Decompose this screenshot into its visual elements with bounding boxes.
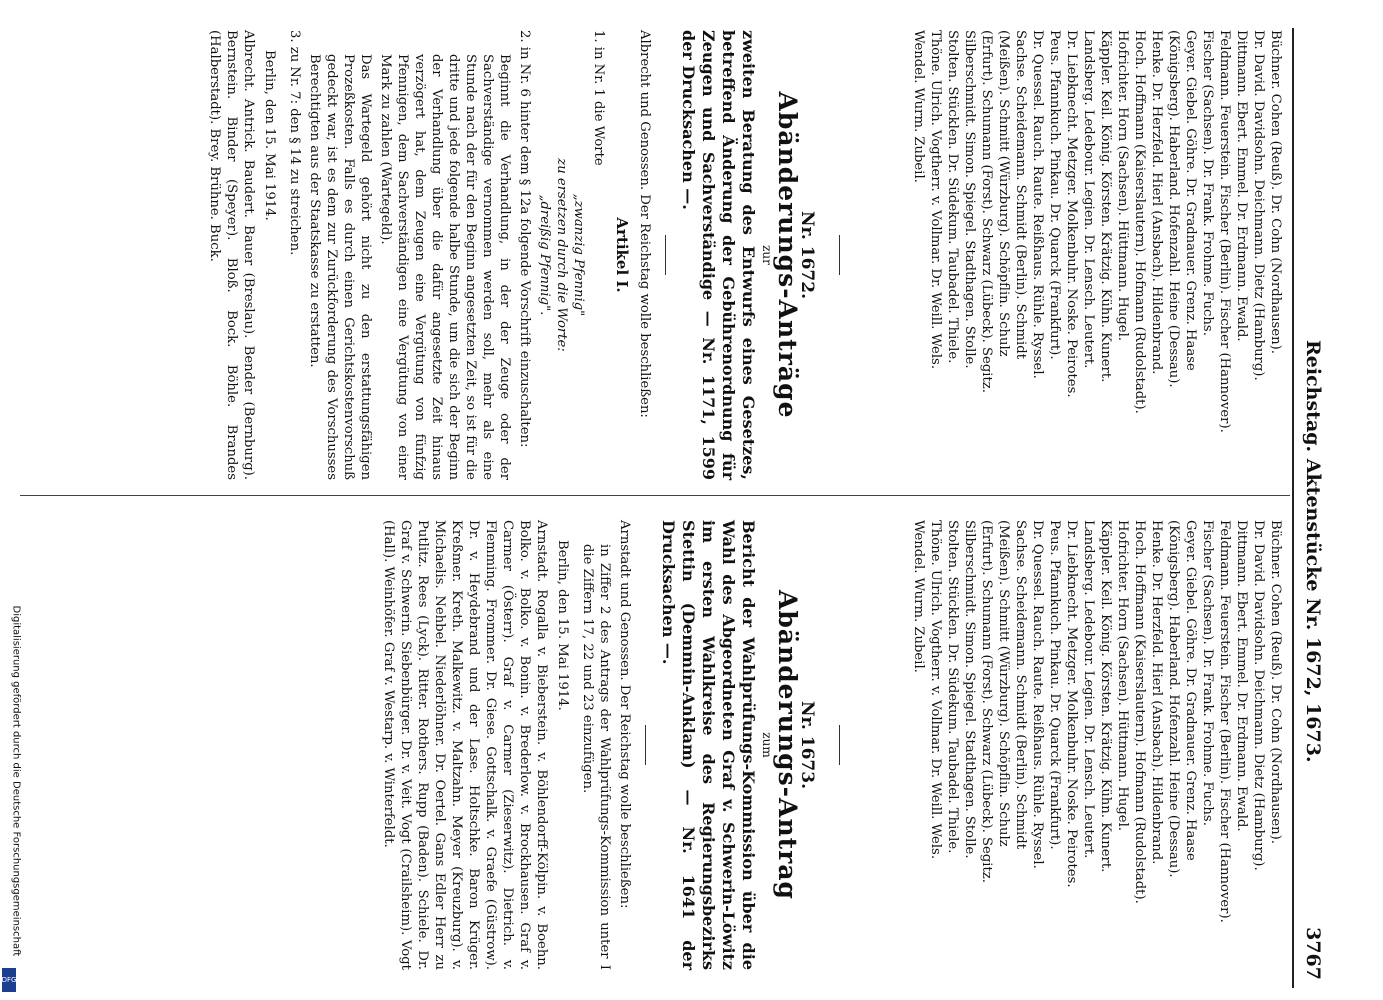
date-line: Berlin, den 15. Mai 1914. [555,540,570,711]
column-divider [20,495,1290,496]
names-line: Käppler. Keil. König. Körsten. Krätzig. Kühn. Kunert. [1098,520,1113,873]
signatures: Arnstadt. Rogalla v. Bieberstein. v. Böhlendorff-Kölpin. v. Boehn. Bolko. v. Bolko. v. Bonin. v. Brederlow. v. Brockhausen. Graf v. Carmer (Österr). Graf v. Carmer (Zieserwitz). Dietrich. v. Flemming. Frommer. Dr. Giese. Gottschalk. v. Graefe (Güstrow). Dr. v. Heydebrand und der Lase. Holtschke. Baron Krüger. Kreßmer. Kreth. Malkewitz. v. Maltzahn. Meyer (Kreuzburg). v. Michaelis. Nehbel. Niederlöhner. Dr. Oertel. Gans Edler Herr zu Putlitz. Rees (Lyck). Ritter. Rothers. Rupp (Baden). Schiele. Dr. Graf v. Schwerin. Siebenbürger. Dr. v. Veit. Vogt (Crailsheim). Vogt (Hall). Weinhöfer. Graf v. Westarp. v. Winterfeldt. [381,520,549,970]
item-2-paragraph-2: Das Wartegeld gehört nicht zu den erstattungsfähigen Prozeßkosten. Falls es durch einen Gerichtskostenvorschuß gedeckt war, ist es dem zur Zurückforderung des Vorschusses Berechtigten aus der Staatskasse zu erstatten. [307,54,373,480]
names-line: (Meißen). Schmitt (Würzburg). Schöpflin. Schulz [996,30,1011,357]
names-line: Silberschmidt. Simon. Spiegel. Stadthagen. Stolle. [962,520,977,859]
names-line: Thöne. Ulrich. Vogtherr. v. Vollmar. Dr. Weill. Wels. [928,520,943,860]
names-list-right [852,520,1284,970]
names-line: Wendel. Wurm. Zubeil. [911,30,926,183]
names-line: Peus. Pfannkuch. Pinkau. Dr. Quarck (Frankfurt). [1047,520,1062,850]
motion-body: in Ziffer 2 des Antrags der Wahlprüfungs-Kommission unter I die Ziffern 17, 22 und 23 einzufügen. [580,544,612,970]
names-line: Landsberg. Ledebour. Legien. Dr. Lensch. Leutert. [1081,30,1096,369]
dfg-logo: DFG [2,968,16,992]
names-line: Hoch. Hoffmann (Kaiserslautern). Hofmann (Rudolstadt). [1132,520,1147,904]
running-title: Reichstag. Aktenstücke Nr. 1672, 1673. [1302,340,1324,763]
names-line: Dr. Quessel. Rauch. Raute. Reißhaus. Rühle. Ryssel. [1030,520,1045,869]
signatures: Albrecht. Antrick. Baudert. Bauer (Breslau). Bender (Bernburg). Bernstein. Binder (Speyer). Bloß. Bock. Böhle. Brandes (Halberstadt). Brey. Brühne. Buck. [207,30,256,480]
names-line: Dr. Quessel. Rauch. Raute. Reißhaus. Rühle. Ryssel. [1030,30,1045,379]
section-title: Abänderungs-Antrag [773,589,802,901]
names-line: (Meißen). Schmitt (Würzburg). Schöpflin. Schulz [996,520,1011,847]
page-header [1298,0,1324,1000]
section-number: Nr. 1672. [797,210,817,299]
names-line: Hofrichter. Horn (Sachsen). Hüttmann. Hugel. [1115,520,1130,831]
names-line: Sachse. Scheidemann. Schmidt (Berlin). Schmidt [1013,520,1028,849]
item-1: 1. in Nr. 1 die Worte [591,30,606,166]
names-line: Stolten. Stücklen. Dr. Südekum. Taubadel. Thiele. [945,520,960,854]
names-line: Hofrichter. Horn (Sachsen). Hüttmann. Hugel. [1115,30,1130,341]
page-number: 3767 [1302,927,1324,980]
section-title: Abänderungs-Anträge [773,91,802,419]
left-column [206,30,1284,480]
names-line: Büchner. Cohen (Reuß). Dr. Cohn (Nordhausen). [1268,520,1283,844]
names-line: Henke. Dr. Herzfeld. Hierl (Ansbach). Hildenbrand. [1149,520,1164,865]
item-1-old-words: „zwanzig Pfennig" [571,193,586,317]
rotated-page [10,0,1330,1000]
funding-note [6,605,22,990]
date-line: Berlin, den 15. Mai 1914. [262,50,277,221]
names-line: Dr. Liebknecht. Metzger. Molkenbuhr. Noske. Peirotes. [1064,520,1079,888]
names-line: (Königsberg). Haberland. Hofenzahl. Heine (Dessau). [1166,30,1181,388]
names-line: Dr. Liebknecht. Metzger. Molkenbuhr. Noske. Peirotes. [1064,30,1079,398]
names-line: Fischer (Sachsen). Dr. Frank. Frohme. Fuchs. [1200,30,1215,336]
names-line: Hoch. Hoffmann (Kaiserslautern). Hofmann (Rudolstadt). [1132,30,1147,414]
names-line: (Königsberg). Haberland. Hofenzahl. Heine (Dessau). [1166,520,1181,878]
names-line: Feldmann. Feuerstein. Fischer (Berlin). Fischer (Hannover). [1217,520,1232,923]
section-rule [839,725,840,765]
names-line: Henke. Dr. Herzfeld. Hierl (Ansbach). Hildenbrand. [1149,30,1164,375]
artikel-heading: Artikel I. [613,217,631,293]
item-3: 3. zu Nr. 7: den § 14 zu streichen. [287,30,302,256]
names-line: Peus. Pfannkuch. Pinkau. Dr. Quarck (Frankfurt). [1047,30,1062,360]
names-line: Dr. David. Davidsohn. Deichmann. Dietz (Hamburg). [1251,30,1266,381]
names-list-left [852,30,1284,480]
funding-note-text: Digitalisierung gefördert durch die Deutsche Forschungsgemeinschaft [10,605,22,957]
names-line: Käppler. Keil. König. Körsten. Krätzig. Kühn. Kunert. [1098,30,1113,383]
motion-text: Arnstadt und Genossen. Der Reichstag wolle beschließen: [617,520,632,909]
section-subject: Bericht der Wahlprüfungs-Kommission über die Wahl des Abgeordneten Graf v. Schwerin-Löwitz im ersten Wahlkreise des Regierungsbezirks Stettin (Demmin-Anklam) — Nr. 1641 der Drucksachen —. [659,520,758,970]
names-line: Büchner. Cohen (Reuß). Dr. Cohn (Nordhausen). [1268,30,1283,354]
names-line: Sachse. Scheidemann. Schmidt (Berlin). Schmidt [1013,30,1028,359]
names-line: Wendel. Wurm. Zubeil. [911,520,926,673]
names-line: Dittmann. Ebert. Emmel. Dr. Erdmann. Ewald. [1234,30,1249,342]
names-line: Dr. David. Davidsohn. Deichmann. Dietz (Hamburg). [1251,520,1266,871]
names-line: Thöne. Ulrich. Vogtherr. v. Vollmar. Dr. Weill. Wels. [928,30,943,370]
names-line: Feldmann. Feuerstein. Fischer (Berlin). Fischer (Hannover). [1217,30,1232,433]
names-line: (Erfurt). Schumann (Forst). Schwarz (Lübeck). Segitz. [979,520,994,883]
section-rule [645,725,646,765]
section-zum: zum [760,732,774,758]
names-line: Stolten. Stücklen. Dr. Südekum. Taubadel. Thiele. [945,30,960,364]
section-zur: zur [760,245,774,265]
item-2-paragraph-1: Beginnt die Verhandlung, in der der Zeuge oder der Sachverständige vernommen werden soll, mehr als eine Stunde nach der für den Beginn angesetzten Zeit, so ist für die dritte und jede folgende halbe Stunde, um die sich der Beginn der Verhandlung über die dafür angesetzte Zeit hinaus verzögert hat, dem Zeugen eine Vergütung von fünfzig Pfennigen, dem Sachverständigen eine Vergütung von einer Mark zu zahlen (Wartegeld). [378,54,512,480]
section-subject: zweiten Beratung des Entwurfs eines Gesetzes, betreffend Änderung der Gebührenordnung für Zeugen und Sachverständige — Nr. 1171, 1599 der Drucksachen —. [679,30,758,480]
section-number: Nr. 1673. [797,700,817,789]
header-rule [1292,28,1294,988]
names-line: Geyer. Giebel. Göhre. Dr. Gradnauer. Grenz. Haase [1183,30,1198,371]
item-1-connector: zu ersetzen durch die Worte: [554,158,569,352]
motion-text: Albrecht und Genossen. Der Reichstag wolle beschließen: [637,30,652,418]
names-line: (Erfurt). Schumann (Forst). Schwarz (Lübeck). Segitz. [979,30,994,393]
section-rule [839,235,840,275]
section-rule [665,235,666,275]
names-line: Fischer (Sachsen). Dr. Frank. Frohme. Fuchs. [1200,520,1215,826]
item-1-new-words: „dreißig Pfennig". [537,194,552,316]
names-line: Landsberg. Ledebour. Legien. Dr. Lensch. Leutert. [1081,520,1096,859]
names-line: Geyer. Giebel. Göhre. Dr. Gradnauer. Grenz. Haase [1183,520,1198,861]
names-line: Dittmann. Ebert. Emmel. Dr. Erdmann. Ewald. [1234,520,1249,832]
item-2: 2. in Nr. 6 hinter dem § 12a folgende Vorschrift einzuschalten: [517,30,532,448]
right-column [380,520,1284,970]
names-line: Silberschmidt. Simon. Spiegel. Stadthagen. Stolle. [962,30,977,369]
